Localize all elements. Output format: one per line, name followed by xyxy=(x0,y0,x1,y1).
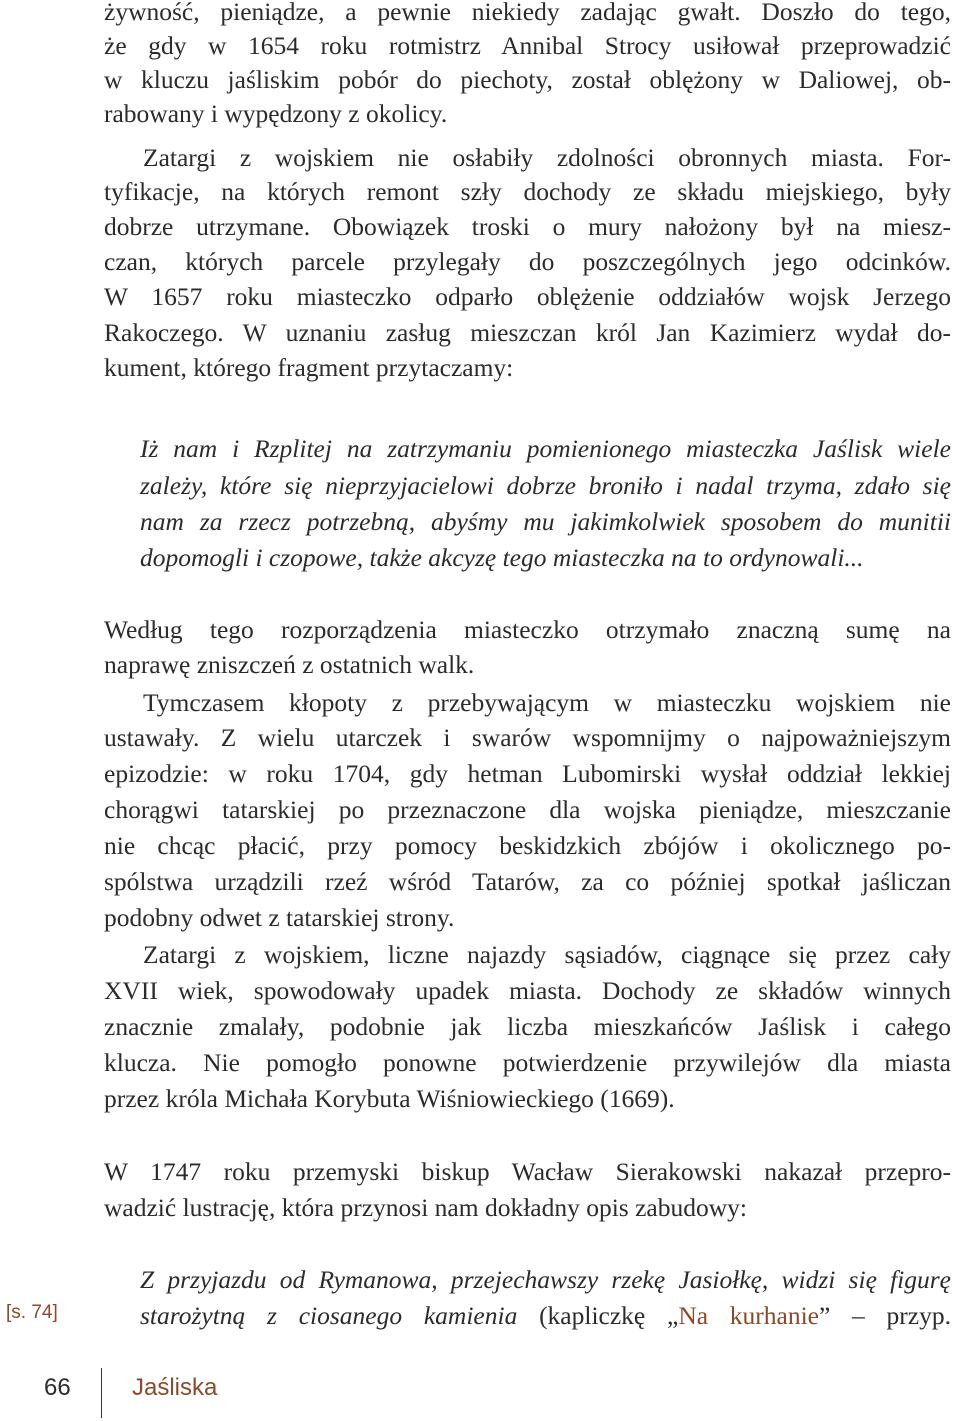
text-line: chorągwi tatarskiej po przeznaczone dla wojska pieniądze, mieszczanie xyxy=(104,795,951,824)
text-line: że gdy w 1654 roku rotmistrz Annibal Strocy usiłował przeprowadzić xyxy=(104,31,951,60)
text-line: rabowany i wypędzony z okolicy. xyxy=(104,99,448,128)
margin-page-reference: [s. 74] xyxy=(6,1302,58,1323)
quote-line xyxy=(140,1299,951,1333)
page-number: 66 xyxy=(44,1374,71,1401)
quote-line: Iż nam i Rzplitej na zatrzymaniu pomienionego miasteczka Jaślisk wiele xyxy=(140,434,951,463)
text-line: Rakoczego. W uznaniu zasług mieszczan król Jan Kazimierz wydał do- xyxy=(104,318,951,347)
quote-line: zależy, które się nieprzyjacielowi dobrze broniło i nadal trzyma, zdało się xyxy=(140,471,951,500)
text-line: W 1747 roku przemyski biskup Wacław Sierakowski nakazał przepro- xyxy=(104,1157,951,1186)
quote-roman-text: ” – przyp. xyxy=(819,1301,951,1330)
text-line: znacznie zmalały, podobnie jak liczba mieszkańców Jaślisk i całego xyxy=(104,1012,951,1041)
text-line: spólstwa urządzili rzeź wśród Tatarów, za co później spotkał jaśliczan xyxy=(104,867,951,896)
quote-roman-text: (kapliczkę „ xyxy=(517,1301,679,1330)
text-line: naprawę zniszczeń z ostatnich walk. xyxy=(104,650,475,679)
quote-accent-text: Na kurhanie xyxy=(678,1301,819,1330)
text-line: W 1657 roku miasteczko odparło oblężenie oddziałów wojsk Jerzego xyxy=(104,282,951,311)
text-line: podobny odwet z tatarskiej strony. xyxy=(104,903,455,932)
text-line: przez króla Michała Korybuta Wiśniowieckiego (1669). xyxy=(104,1084,675,1113)
text-line: XVII wiek, spowodowały upadek miasta. Dochody ze składów winnych xyxy=(104,976,951,1005)
text-line: żywność, pieniądze, a pewnie niekiedy zadając gwałt. Doszło do tego, xyxy=(104,0,951,26)
text-line: ustawały. Z wielu utarczek i swarów wspomnijmy o najpoważniejszym xyxy=(104,723,951,752)
quote-line: nam za rzecz potrzebną, abyśmy mu jakimkolwiek sposobem do munitii xyxy=(140,507,951,536)
text-line: Zatargi z wojskiem nie osłabiły zdolności obronnych miasta. For- xyxy=(143,143,951,172)
text-line: dobrze utrzymane. Obowiązek troski o mury nałożony był na miesz- xyxy=(104,212,951,241)
running-title: Jaśliska xyxy=(132,1374,218,1401)
text-line: epizodzie: w roku 1704, gdy hetman Lubomirski wysłał oddział lekkiej xyxy=(104,759,951,788)
text-line: w kluczu jaśliskim pobór do piechoty, został oblężony w Daliowej, ob- xyxy=(104,65,951,94)
text-line: Zatargi z wojskiem, liczne najazdy sąsiadów, ciągnące się przez cały xyxy=(143,940,951,969)
footer-divider xyxy=(101,1368,102,1418)
text-line: kument, którego fragment przytaczamy: xyxy=(104,353,514,382)
quote-italic-text: starożytną z ciosanego kamienia xyxy=(140,1301,518,1330)
text-line: nie chcąc płacić, przy pomocy beskidzkich zbójów i okolicznego po- xyxy=(104,831,951,860)
quote-line: dopomogli i czopowe, także akcyzę tego miasteczka na to ordynowali... xyxy=(140,543,864,572)
quote-line: Z przyjazdu od Rymanowa, przejechawszy rzekę Jasiołkę, widzi się figurę xyxy=(140,1265,951,1294)
text-line: wadzić lustrację, która przynosi nam dokładny opis zabudowy: xyxy=(104,1193,747,1222)
text-line: czan, których parcele przylegały do poszczególnych jego odcinków. xyxy=(104,247,951,276)
text-line: klucza. Nie pomogło ponowne potwierdzenie przywilejów dla miasta xyxy=(104,1048,951,1077)
text-line: Tymczasem kłopoty z przebywającym w miasteczku wojskiem nie xyxy=(143,688,951,717)
text-line: tyfikacje, na których remont szły dochody ze składu miejskiego, były xyxy=(104,177,951,206)
text-line: Według tego rozporządzenia miasteczko otrzymało znaczną sumę na xyxy=(104,615,951,644)
